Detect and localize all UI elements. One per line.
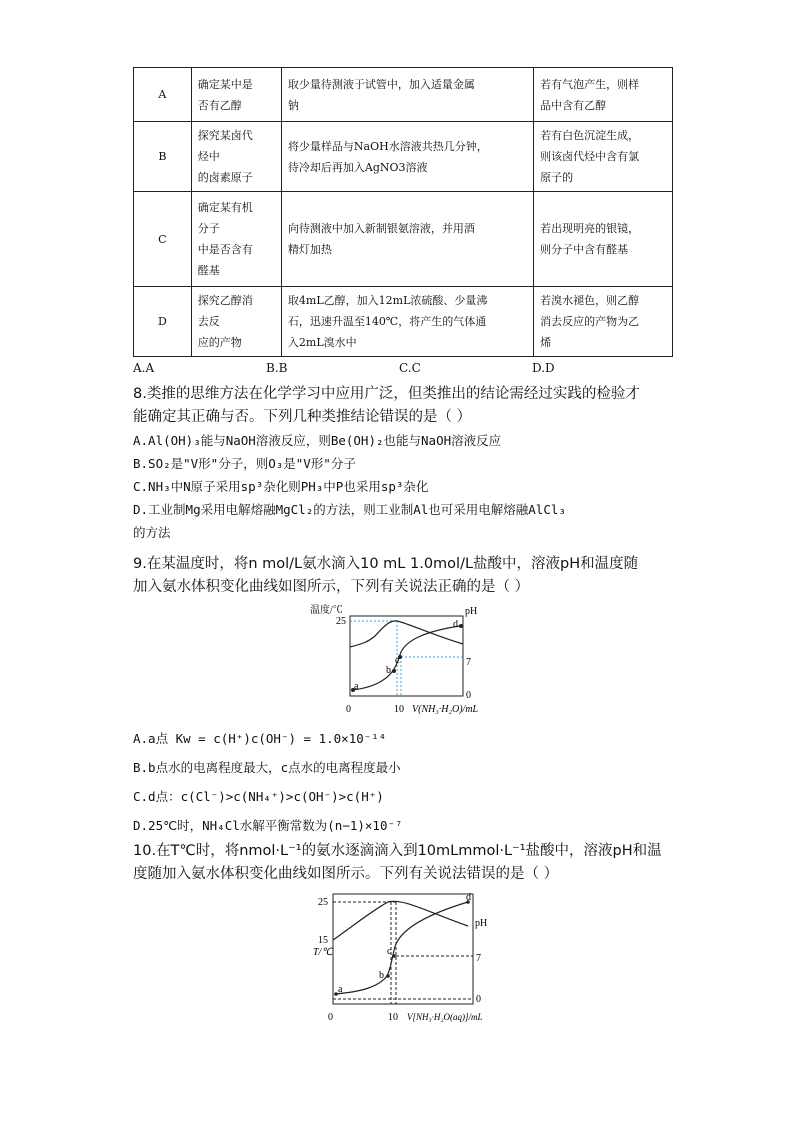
choice-d[interactable]: D.D <box>532 361 555 375</box>
q8-stem-line1: 8.类推的思维方法在化学学习中应用广泛，但类推出的结论需经过实践的检验才 <box>133 386 640 402</box>
chart1-y2tick-0: 0 <box>466 690 471 701</box>
chart2-frame <box>333 894 473 1004</box>
q9-option-a[interactable]: A.a点 Kw = c(H⁺)c(OH⁻) = 1.0×10⁻¹⁴ <box>133 731 387 746</box>
q10-chart <box>308 890 508 1030</box>
purpose-cell: 确定某有机 分子 中是否含有 醛基 <box>191 192 281 287</box>
q8-option-d[interactable]: D.工业制Mg采用电解熔融MgCl₂的方法，则工业制Al也可采用电解熔融AlCl₃ <box>133 502 566 517</box>
chart1-ylabel: 温度/℃ <box>310 605 343 616</box>
chart1-label-c: c <box>395 655 400 666</box>
question-10 <box>133 840 673 886</box>
chart1-label-a: a <box>354 681 359 692</box>
q9-chart <box>300 602 510 722</box>
q8-option-a[interactable]: A.Al(OH)₃能与NaOH溶液反应，则Be(OH)₂也能与NaOH溶液反应 <box>133 433 502 448</box>
chart2-xtick-0: 0 <box>328 1012 333 1023</box>
chart2-point-c <box>392 954 396 958</box>
chart2-y2tick-0: 0 <box>476 994 481 1005</box>
result-cell: 若溴水褪色，则乙醇 消去反应的产物为乙 烯 <box>534 287 673 357</box>
choice-a[interactable]: A.A <box>133 361 155 375</box>
chart2-temp-curve <box>333 901 468 940</box>
chart2-label-d: d <box>466 892 471 903</box>
table-row <box>134 122 673 192</box>
chart2-xtick-10: 10 <box>388 1012 398 1023</box>
result-cell: 若有气泡产生，则样 品中含有乙醇 <box>534 68 673 122</box>
option-cell: A <box>134 68 192 122</box>
question-9-options <box>133 727 673 837</box>
q9-stem-line1: 9.在某温度时，将n mol/L氨水滴入10 mL 1.0mol/L盐酸中，溶液pH和温度随 <box>133 556 639 572</box>
operation-cell: 取4mL乙醇，加入12mL浓硫酸、少量沸 石，迅速升温至140℃，将产生的气体通 入2mL溴水中 <box>281 287 533 357</box>
choice-c[interactable]: C.C <box>399 361 421 375</box>
q8-stem-line2: 能确定其正确与否。下列几种类推结论错误的是（ ） <box>133 409 472 425</box>
chart2-y2tick-7: 7 <box>476 953 481 964</box>
operation-cell: 取少量待测液于试管中，加入适量金属 钠 <box>281 68 533 122</box>
chart1-ytick-25: 25 <box>336 616 346 627</box>
q9-option-d[interactable]: D.25℃时，NH₄Cl水解平衡常数为(n−1)×10⁻⁷ <box>133 818 403 833</box>
result-cell: 若出现明亮的银镜， 则分子中含有醛基 <box>534 192 673 287</box>
chart2-label-a: a <box>338 984 343 995</box>
experiment-table <box>133 67 673 357</box>
chart2-label-b: b <box>379 970 384 981</box>
chart1-ph-curve <box>352 626 460 690</box>
chart1-xtick-10: 10 <box>394 704 404 715</box>
q7-choices <box>133 361 673 375</box>
operation-cell: 将少量样品与NaOH水溶液共热几分钟， 待冷却后再加入AgNO3溶液 <box>281 122 533 192</box>
q8-option-c[interactable]: C.NH₃中N原子采用sp³杂化则PH₃中P也采用sp³杂化 <box>133 479 429 494</box>
chart1-label-b: b <box>386 665 391 676</box>
chart2-ylabel: T/℃ <box>313 947 333 958</box>
chart1-y2label: pH <box>465 606 478 617</box>
chart2-y2label: pH <box>475 918 488 929</box>
q10-stem-line2: 度随加入氨水体积变化曲线如图所示。下列有关说法错误的是（ ） <box>133 866 559 882</box>
q10-stem-line1: 10.在T℃时，将nmol·L⁻¹的氨水逐滴滴入到10mLmmol·L⁻¹盐酸中，溶液pH和温 <box>133 843 662 859</box>
q8-option-b[interactable]: B.SO₂是"V形"分子，则O₃是"V形"分子 <box>133 456 356 471</box>
question-9 <box>133 553 673 599</box>
q9-stem-line2: 加入氨水体积变化曲线如图所示，下列有关说法正确的是（ ） <box>133 579 530 595</box>
chart1-temp-curve <box>350 621 463 647</box>
purpose-cell: 探究某卤代 烃中 的卤素原子 <box>191 122 281 192</box>
purpose-cell: 确定某中是 否有乙醇 <box>191 68 281 122</box>
choice-b[interactable]: B.B <box>266 361 288 375</box>
operation-cell: 向待测液中加入新制银氨溶液，并用酒 精灯加热 <box>281 192 533 287</box>
chart1-xtick-0: 0 <box>346 704 351 715</box>
chart1-point-d <box>459 624 463 628</box>
chart1-y2tick-7: 7 <box>466 657 471 668</box>
option-cell: B <box>134 122 192 192</box>
option-cell: D <box>134 287 192 357</box>
chart1-point-b <box>392 669 396 673</box>
table-row <box>134 68 673 122</box>
q9-option-b[interactable]: B.b点水的电离程度最大，c点水的电离程度最小 <box>133 760 401 775</box>
chart1-label-d: d <box>453 619 458 630</box>
question-8 <box>133 383 673 544</box>
table-row <box>134 287 673 357</box>
purpose-cell: 探究乙醇消 去反 应的产物 <box>191 287 281 357</box>
chart2-ytick-15: 15 <box>318 935 328 946</box>
table-row <box>134 192 673 287</box>
q9-option-c[interactable]: C.d点：c(Cl⁻)>c(NH₄⁺)>c(OH⁻)>c(H⁺) <box>133 789 384 804</box>
q8-option-d-cont: 的方法 <box>133 525 171 540</box>
chart2-label-c: c <box>387 946 392 957</box>
result-cell: 若有白色沉淀生成， 则该卤代烃中含有氯 原子的 <box>534 122 673 192</box>
chart2-point-b <box>386 974 390 978</box>
option-cell: C <box>134 192 192 287</box>
chart2-ytick-25: 25 <box>318 897 328 908</box>
chart2-ph-curve <box>335 902 468 994</box>
chart1-xlabel: V(NH₃·H₂O)/mL <box>412 704 479 715</box>
chart2-xlabel: V[NH₃·H₂O(aq)]/mL <box>407 1012 483 1022</box>
